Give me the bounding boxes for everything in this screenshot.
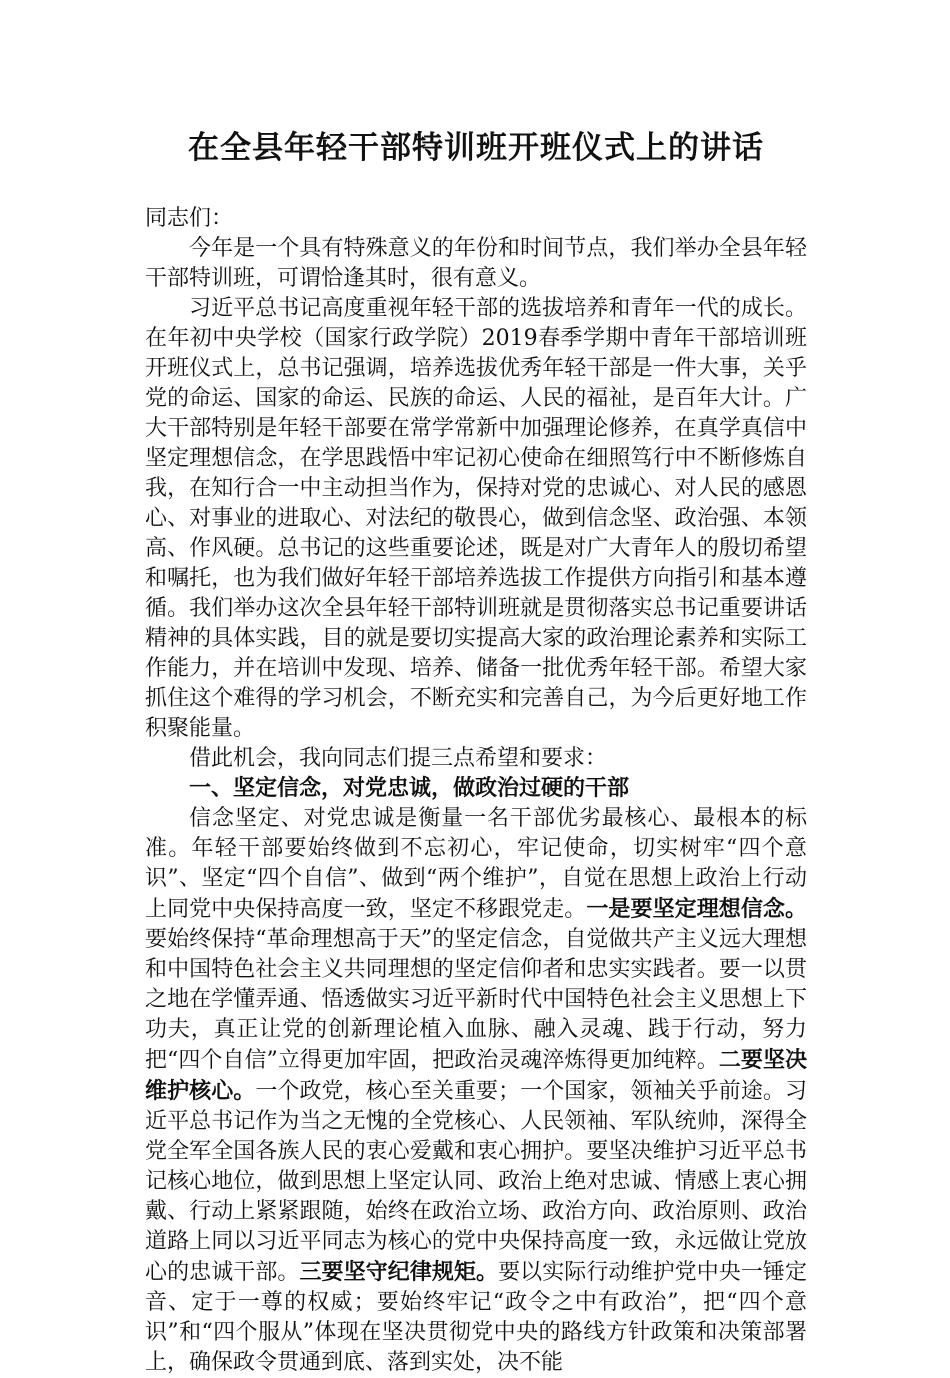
document-page xyxy=(145,126,807,1378)
paragraph-intro: 今年是一个具有特殊意义的年份和时间节点，我们举办全县年轻干部特训班，可谓恰逢其时，很有意义。 xyxy=(145,236,807,291)
paragraph-section-1-intro: 信念坚定、对党忠诚是衡量一名干部优劣最核心、最根本的标准。年轻干部要始终做到不忘初心，牢记使命，切实树牢“四个意识”、坚定“四个自信”、做到“两个维护”，自觉在思想上政治上行动上同党中央保持高度一致，坚定不移跟党走。 xyxy=(145,806,807,922)
document-body xyxy=(145,204,807,1378)
point-1-label: 一是要坚定理想信念。 xyxy=(586,896,807,922)
section-heading-1: 一、坚定信念，对党忠诚，做政治过硬的干部 xyxy=(189,776,630,801)
point-2-label: 二要坚决维护核心。 xyxy=(145,1047,807,1104)
point-3-label: 三要坚守纪律规矩。 xyxy=(299,1259,499,1285)
salutation: 同志们： xyxy=(145,206,234,231)
paragraph-section-1 xyxy=(145,804,807,1378)
point-3-text: 要以实际行动维护党中央一锤定音、定于一尊的权威；要始终牢记“政令之中有政治”，把“四个意识”和“四个服从”体现在坚决贯彻党中央的路线方针政策和决策部署上，确保政令贯通到底、落到实处，决不能 xyxy=(145,1260,807,1375)
paragraph-requirements-lead: 借此机会，我向同志们提三点希望和要求： xyxy=(189,746,608,771)
document-title: 在全县年轻干部特训班开班仪式上的讲话 xyxy=(188,130,764,166)
point-1-text: 要始终保持“革命理想高于天”的坚定信念，自觉做共产主义远大理想和中国特色社会主义共同理想的坚定信仰者和忠实实践者。要一以贯之地在学懂弄通、悟透做实习近平新时代中国特色社会主义思想上下功夫，真正让党的创新理论植入血脉、融入灵魂、践于行动，努力把“四个自信”立得更加牢固，把政治灵魂淬炼得更加纯粹。 xyxy=(145,927,807,1073)
paragraph-background: 习近平总书记高度重视年轻干部的选拔培养和青年一代的成长。在年初中央学校（国家行政学院）2019春季学期中青年干部培训班开班仪式上，总书记强调，培养选拔优秀年轻干部是一件大事，关乎党的命运、国家的命运、民族的命运、人民的福祉，是百年大计。广大干部特别是年轻干部要在常学常新中加强理论修养，在真学真信中坚定理想信念，在学思践悟中牢记初心使命在细照笃行中不断修炼自我，在知行合一中主动担当作为，保持对党的忠诚心、对人民的感恩心、对事业的进取心、对法纪的敬畏心，做到信念坚、政治强、本领高、作风硬。总书记的这些重要论述，既是对广大青年人的殷切希望和嘱托，也为我们做好年轻干部培养选拔工作提供方向指引和基本遵循。我们举办这次全县年轻干部特训班就是贯彻落实总书记重要讲话精神的具体实践，目的就是要切实提高大家的政治理论素养和实际工作能力，并在培训中发现、培养、储备一批优秀年轻干部。希望大家抓住这个难得的学习机会，不断充实和完善自己，为今后更好地工作积聚能量。 xyxy=(145,296,807,741)
point-2-text: 一个政党，核心至关重要；一个国家，领袖关乎前途。习近平总书记作为当之无愧的全党核心、人民领袖、军队统帅，深得全党全军全国各族人民的衷心爱戴和衷心拥护。要坚决维护习近平总书记核心地位，做到思想上坚定认同、政治上绝对忠诚、情感上衷心拥戴、行动上紧紧跟随，始终在政治立场、政治方向、政治原则、政治道路上同以习近平同志为核心的党中央保持高度一致，永远做让党放心的忠诚干部。 xyxy=(145,1079,807,1285)
